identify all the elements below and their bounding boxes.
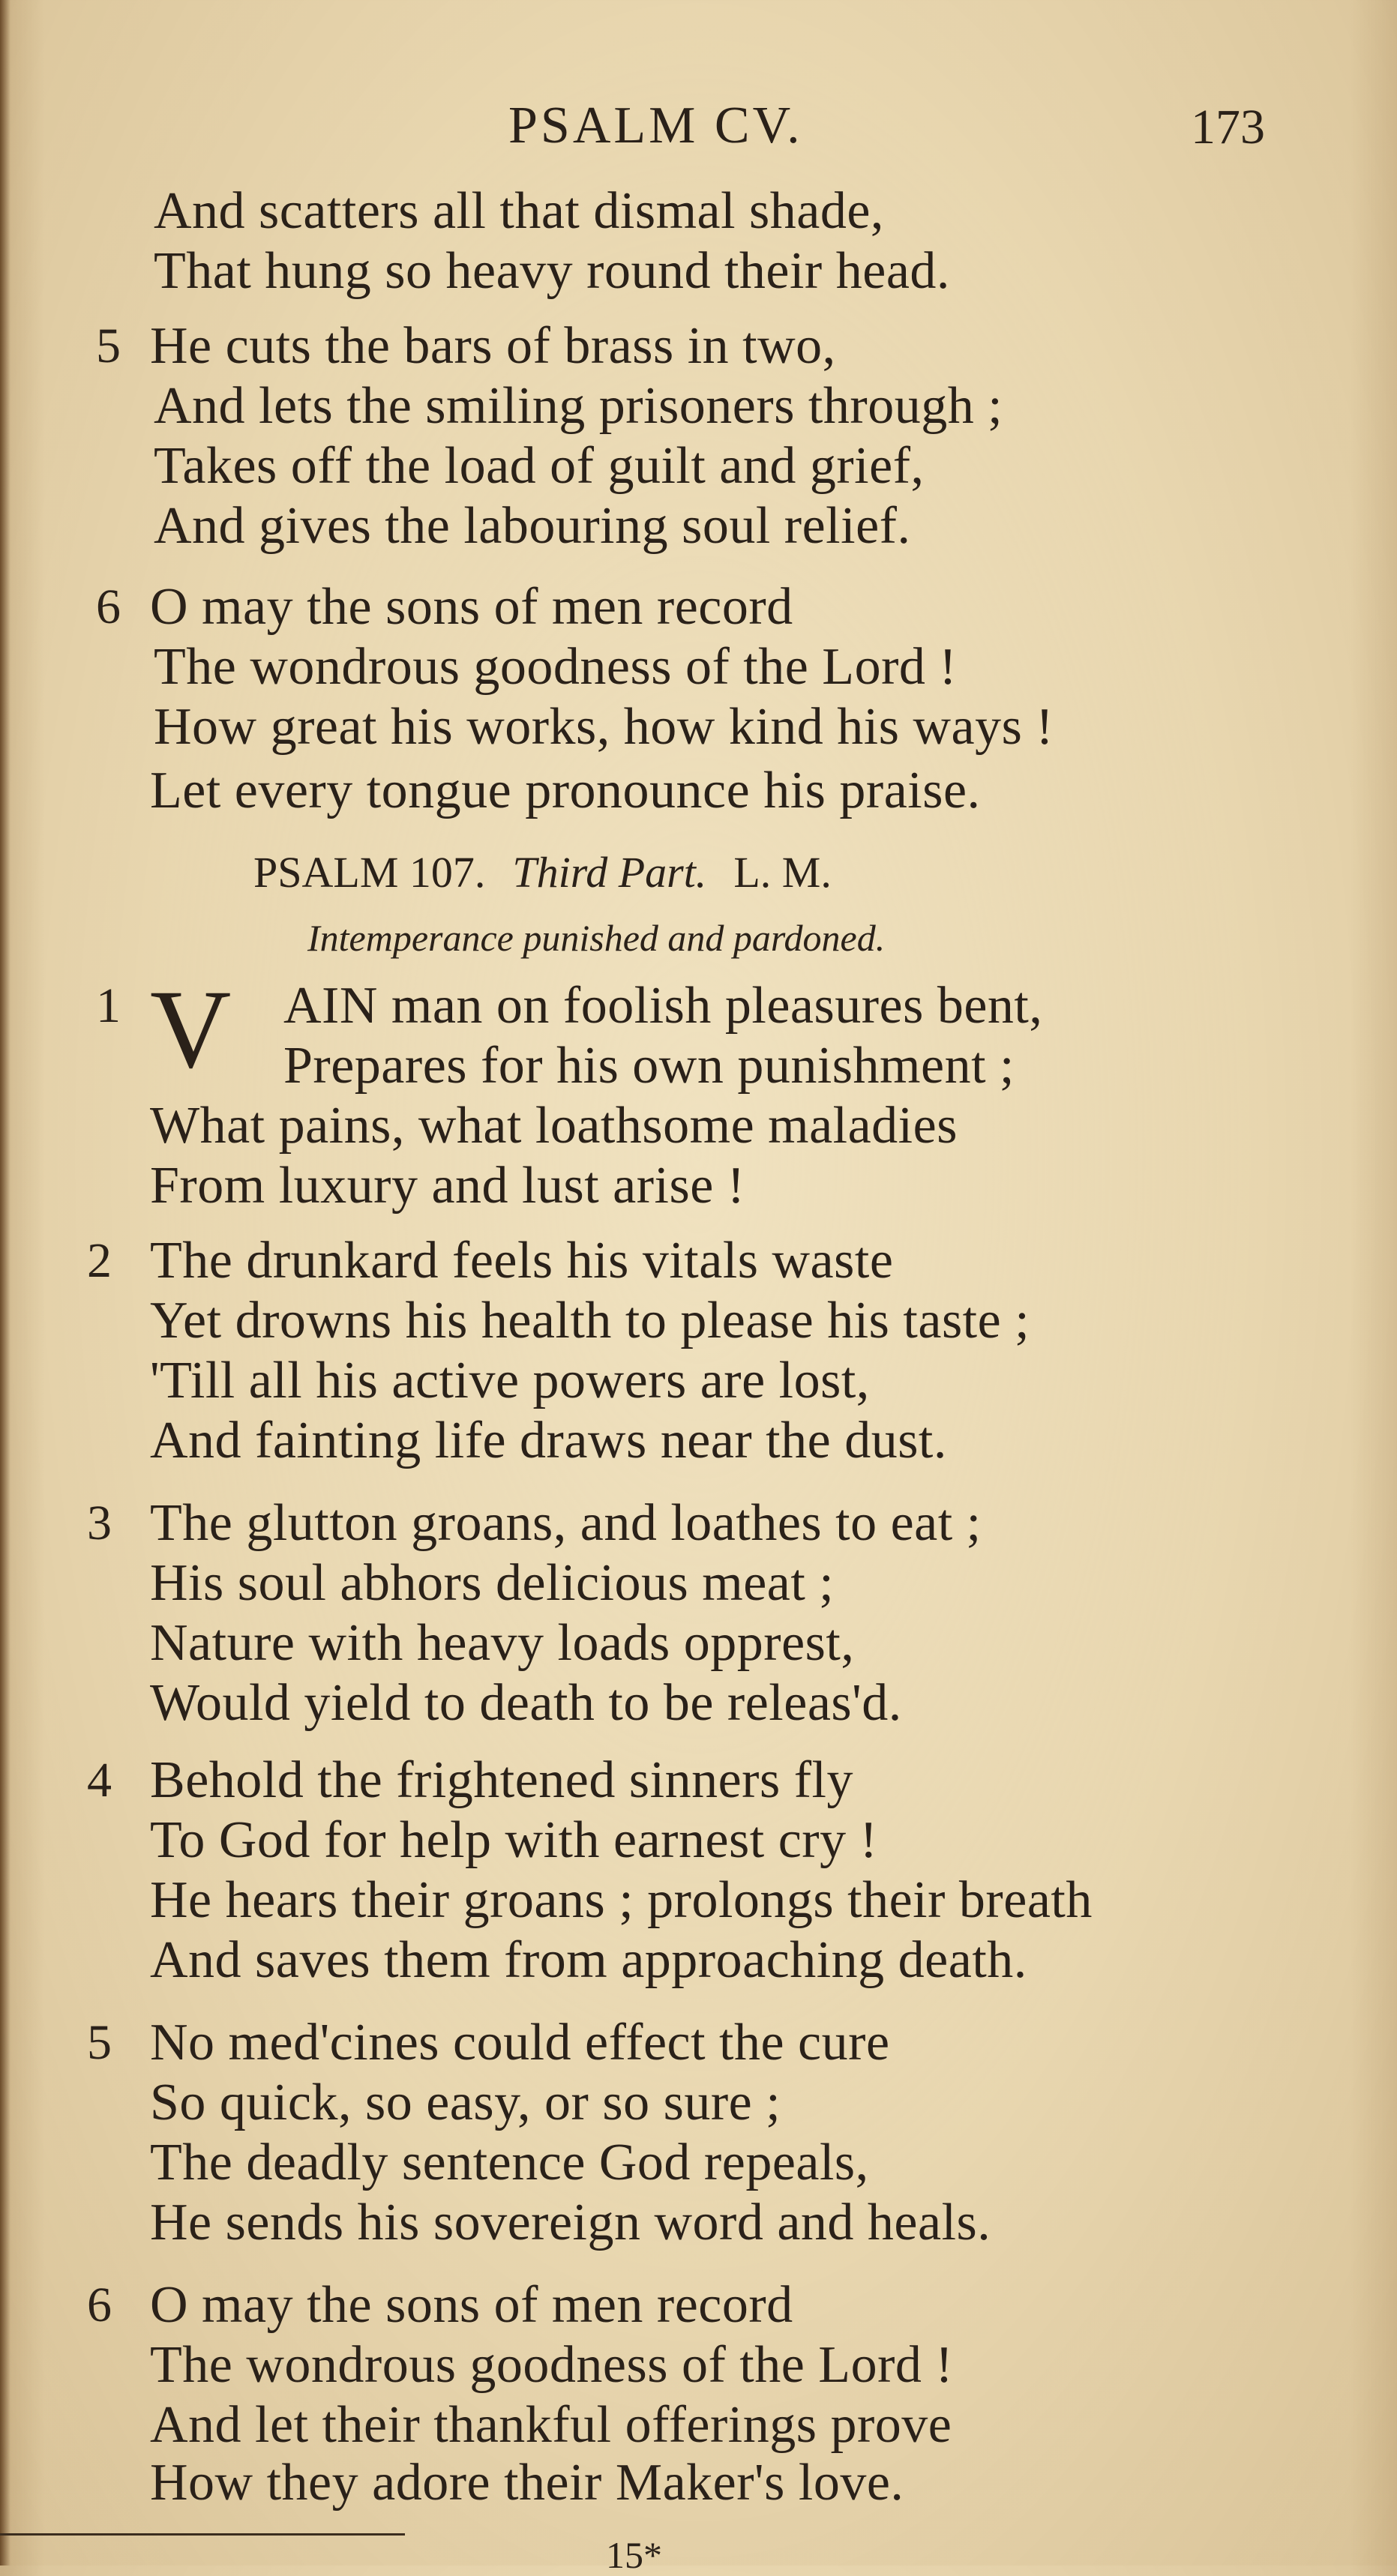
verse-line: He cuts the bars of brass in two, xyxy=(150,317,836,375)
verse-line: The wondrous goodness of the Lord ! xyxy=(150,2336,954,2394)
verse-line: No med'cines could effect the cure xyxy=(150,2014,890,2071)
verse-number: 5 xyxy=(87,2015,112,2070)
psalm-subtitle: Intemperance punished and pardoned. xyxy=(307,917,886,959)
continuation-line: That hung so heavy round their head. xyxy=(154,242,950,300)
verse-line: From luxury and lust arise ! xyxy=(150,1157,745,1215)
psalm-heading-number: PSALM 107. xyxy=(253,848,486,897)
running-title: PSALM CV. xyxy=(508,97,803,154)
verse-line: To God for help with earnest cry ! xyxy=(150,1811,878,1869)
verse-line: Nature with heavy loads opprest, xyxy=(150,1614,855,1672)
verse-line: What pains, what loathsome maladies xyxy=(150,1097,958,1155)
verse-line: And saves them from approaching death. xyxy=(150,1931,1027,1989)
verse-line: So quick, so easy, or so sure ; xyxy=(150,2074,781,2131)
verse-line: The wondrous goodness of the Lord ! xyxy=(154,638,958,696)
verse-number: 6 xyxy=(96,580,121,634)
verse-line: O may the sons of men record xyxy=(150,578,793,636)
verse-line: And gives the labouring soul relief. xyxy=(154,497,911,555)
continuation-line: And scatters all that dismal shade, xyxy=(154,182,884,240)
signature-mark: 15* xyxy=(606,2534,662,2576)
verse-line: And lets the smiling prisoners through ; xyxy=(154,377,1003,435)
psalm-heading-meter: L. M. xyxy=(733,848,832,897)
verse-line: Yet drowns his health to please his taste ; xyxy=(150,1292,1030,1349)
page-number: 173 xyxy=(1191,100,1265,154)
verse-line: He hears their groans ; prolongs their breath xyxy=(150,1871,1093,1929)
verse-line: O may the sons of men record xyxy=(150,2276,793,2334)
verse-number: 6 xyxy=(87,2278,112,2332)
verse-line: Takes off the load of guilt and grief, xyxy=(154,437,925,495)
verse-line: And let their thankful offerings prove xyxy=(150,2396,952,2454)
verse-line: The drunkard feels his vitals waste xyxy=(150,1232,894,1289)
verse-number: 1 xyxy=(96,978,121,1033)
verse-line: Prepares for his own punishment ; xyxy=(283,1037,1015,1095)
verse-line: Behold the frightened sinners fly xyxy=(150,1751,853,1809)
verse-line: The glutton groans, and loathes to eat ; xyxy=(150,1494,982,1552)
verse-number: 4 xyxy=(87,1753,112,1808)
verse-line: And fainting life draws near the dust. xyxy=(150,1412,947,1469)
verse-number: 2 xyxy=(87,1233,112,1288)
psalm-heading xyxy=(253,847,832,897)
verse-line: Would yield to death to be releas'd. xyxy=(150,1674,902,1732)
verse-number: 3 xyxy=(87,1496,112,1550)
verse-line: 'Till all his active powers are lost, xyxy=(150,1352,870,1409)
drop-cap: V xyxy=(150,967,232,1092)
bottom-rule xyxy=(0,2533,405,2536)
verse-line: He sends his sovereign word and heals. xyxy=(150,2194,991,2251)
verse-line: How they adore their Maker's love. xyxy=(150,2454,904,2512)
psalm-heading-part: Third Part. xyxy=(512,848,707,897)
verse-line: Let every tongue pronounce his praise. xyxy=(150,762,981,819)
page-edge-shadow xyxy=(0,0,10,2566)
verse-number: 5 xyxy=(96,319,121,373)
verse-line: The deadly sentence God repeals, xyxy=(150,2134,869,2191)
verse-line: His soul abhors delicious meat ; xyxy=(150,1554,835,1612)
verse-line: AIN man on foolish pleasures bent, xyxy=(283,977,1043,1035)
verse-line: How great his works, how kind his ways ! xyxy=(154,698,1054,756)
page-header xyxy=(0,96,1397,156)
